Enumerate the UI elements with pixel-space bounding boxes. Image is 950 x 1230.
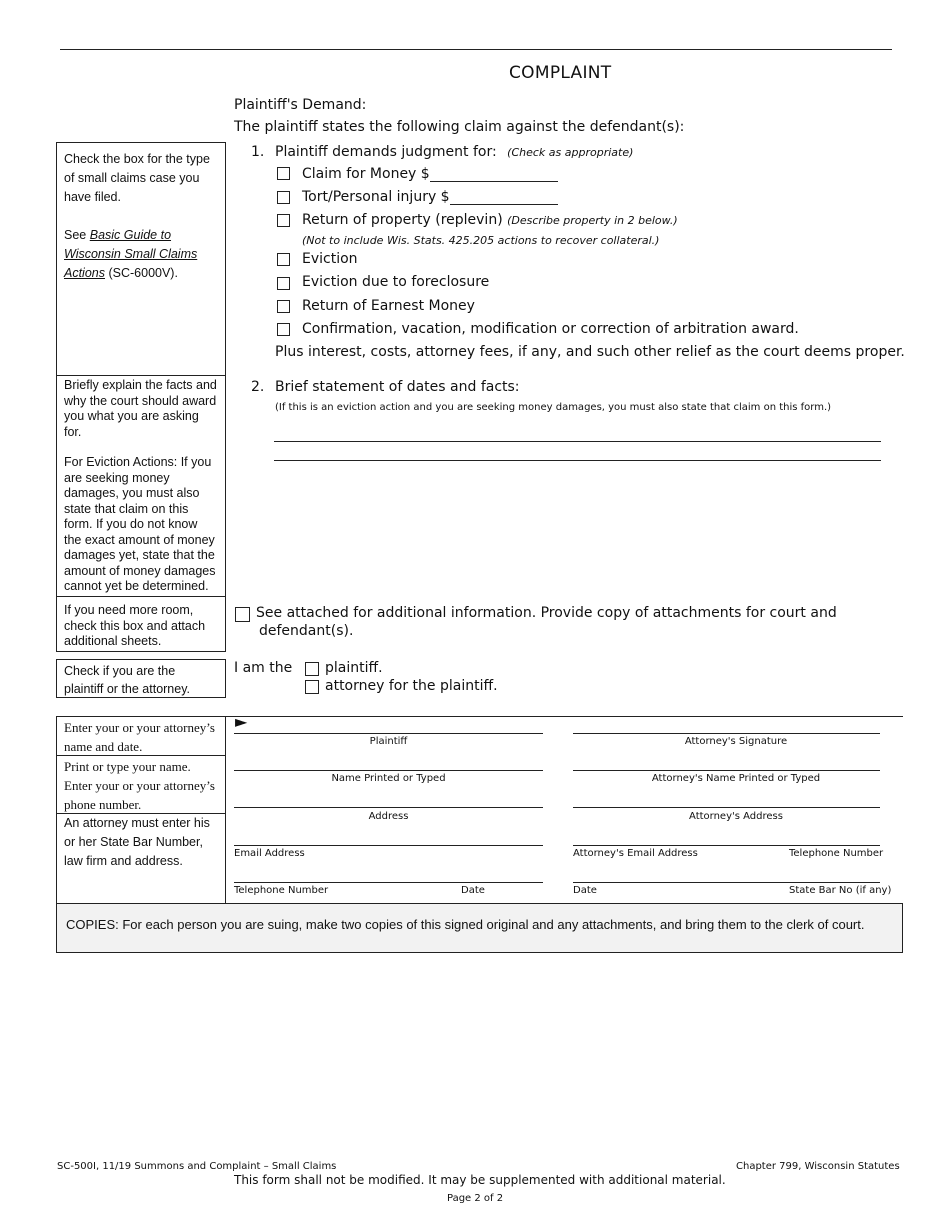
- item2-number: 2.: [251, 379, 265, 395]
- case-type-instructions: [57, 143, 225, 287]
- facts-line-2[interactable]: [274, 460, 881, 461]
- arbitration-checkbox[interactable]: [277, 323, 290, 336]
- plus-relief-text: Plus interest, costs, attorney fees, if any, and such other relief as the court deems proper.: [275, 344, 905, 360]
- guide-see: See: [64, 228, 87, 242]
- sig-instruction-name: Enter your or your attorney’s name and date.: [64, 720, 215, 754]
- item2-text: Brief statement of dates and facts:: [275, 379, 520, 395]
- earnest-money-label: Return of Earnest Money: [302, 298, 475, 314]
- plaintiff-name-line[interactable]: [234, 770, 543, 771]
- iam-attorney-label: attorney for the plaintiff.: [325, 678, 498, 694]
- tort-label: [302, 189, 558, 205]
- footer-page-number: Page 2 of 2: [447, 1193, 504, 1204]
- iam-label: I am the: [234, 660, 293, 676]
- iam-plaintiff-checkbox[interactable]: [305, 662, 319, 676]
- replevin-hint: (Describe property in 2 below.): [507, 214, 678, 227]
- foreclosure-label: Eviction due to foreclosure: [302, 274, 490, 290]
- attorney-address-label: Attorney's Address: [689, 811, 783, 822]
- earnest-money-checkbox[interactable]: [277, 300, 290, 313]
- plaintiff-name-label: Name Printed or Typed: [331, 773, 446, 784]
- page-title: COMPLAINT: [509, 63, 612, 83]
- replevin-note: (Not to include Wis. Stats. 425.205 actions to recover collateral.): [302, 234, 660, 247]
- more-room-text: If you need more room, check this box and attach additional sheets.: [64, 603, 206, 648]
- attorney-phone-label: Telephone Number: [789, 848, 884, 859]
- footer-notice: This form shall not be modified. It may be supplemented with additional material.: [234, 1173, 726, 1187]
- attorney-address-line[interactable]: [573, 807, 880, 808]
- facts-instructions: [57, 376, 225, 599]
- attorney-signature-line[interactable]: [573, 733, 880, 734]
- plaintiff-address-label: Address: [368, 811, 409, 822]
- replevin-text: Return of property (replevin): [302, 212, 503, 228]
- guide-form-ref: (SC-6000V).: [105, 266, 178, 280]
- attorney-date-label: Date: [573, 885, 597, 896]
- copies-text: COPIES: For each person you are suing, make two copies of this signed original and any attachments, and bring them to the clerk of court.: [66, 917, 865, 932]
- sidebar-box-more-room: [56, 596, 226, 652]
- attorney-name-label: Attorney's Name Printed or Typed: [651, 773, 821, 784]
- sidebar-box-facts: [56, 375, 226, 597]
- attorney-name-line[interactable]: [573, 770, 880, 771]
- attorney-bar-label: State Bar No (if any): [789, 885, 892, 896]
- signature-divider: [225, 716, 226, 904]
- plaintiff-attorney-text: Check if you are the plaintiff or the attorney.: [64, 664, 191, 696]
- replevin-label: [302, 212, 678, 228]
- iam-plaintiff-label: plaintiff.: [325, 660, 383, 676]
- plaintiff-signature-line[interactable]: [234, 733, 543, 734]
- footer-form-id: SC-500I, 11/19 Summons and Complaint – Small Claims: [57, 1161, 337, 1172]
- arbitration-label: Confirmation, vacation, modification or correction of arbitration award.: [302, 321, 799, 337]
- top-rule: [60, 49, 892, 50]
- case-type-text: Check the box for the type of small claims case you have filed.: [64, 152, 210, 204]
- tort-checkbox[interactable]: [277, 191, 290, 204]
- signature-arrow-icon: ►: [235, 712, 248, 731]
- eviction-label: Eviction: [302, 251, 358, 267]
- iam-attorney-checkbox[interactable]: [305, 680, 319, 694]
- plaintiff-phone-line[interactable]: [234, 882, 543, 883]
- eviction-checkbox[interactable]: [277, 253, 290, 266]
- attorney-date-line[interactable]: [573, 882, 880, 883]
- attorney-email-line[interactable]: [573, 845, 880, 846]
- sidebar-box-plaintiff-attorney: [56, 659, 226, 698]
- item2-hint: (If this is an eviction action and you are seeking money damages, you must also state that claim on this form.): [275, 402, 832, 413]
- copies-box: [56, 903, 903, 953]
- eviction-text: For Eviction Actions: If you are seeking money damages, you must also state that claim on this form. If you do not know the exact amount of money damages yet, state that the amount of money damages cannot yet be determined.: [64, 455, 216, 593]
- plaintiff-address-line[interactable]: [234, 807, 543, 808]
- tort-amount-field[interactable]: [450, 190, 558, 205]
- foreclosure-checkbox[interactable]: [277, 277, 290, 290]
- claim-money-amount-field[interactable]: [430, 167, 558, 182]
- see-attached-checkbox[interactable]: [235, 607, 250, 622]
- attorney-signature-label: Attorney's Signature: [684, 736, 788, 747]
- tort-text: Tort/Personal injury $: [302, 189, 450, 205]
- claim-money-label: [302, 166, 558, 182]
- sidebar-box-case-type: [56, 142, 226, 376]
- see-attached-line2: defendant(s).: [259, 623, 354, 639]
- claim-money-text: Claim for Money $: [302, 166, 430, 182]
- item1-hint: (Check as appropriate): [507, 146, 634, 159]
- plaintiff-email-line[interactable]: [234, 845, 543, 846]
- see-attached-line1: See attached for additional information. Provide copy of attachments for court and: [256, 605, 837, 621]
- guide-ref: [64, 226, 218, 283]
- facts-line-1[interactable]: [274, 441, 881, 442]
- item1-text: [275, 144, 633, 160]
- facts-text: Briefly explain the facts and why the court should award you what you are asking for.: [64, 378, 217, 439]
- sig-instruction-bar: An attorney must enter his or her State Bar Number, law firm and address.: [64, 816, 210, 868]
- plaintiff-signature-label: Plaintiff: [369, 736, 408, 747]
- footer-statute: Chapter 799, Wisconsin Statutes: [736, 1161, 900, 1172]
- plaintiff-email-label: Email Address: [234, 848, 305, 859]
- item1-number: 1.: [251, 144, 265, 160]
- demand-heading: Plaintiff's Demand:: [234, 97, 367, 113]
- demand-intro: The plaintiff states the following claim against the defendant(s):: [234, 119, 685, 135]
- guide-link[interactable]: Basic Guide to Wisconsin Small Claims Actions: [64, 228, 198, 280]
- plaintiff-phone-label: Telephone Number: [234, 885, 329, 896]
- attorney-email-label: Attorney's Email Address: [573, 848, 698, 859]
- sig-instruction-phone: Print or type your name. Enter your or your attorney’s phone number.: [64, 759, 215, 812]
- claim-money-checkbox[interactable]: [277, 167, 290, 180]
- item1-label: Plaintiff demands judgment for:: [275, 144, 497, 160]
- plaintiff-date-label: Date: [461, 885, 485, 896]
- replevin-checkbox[interactable]: [277, 214, 290, 227]
